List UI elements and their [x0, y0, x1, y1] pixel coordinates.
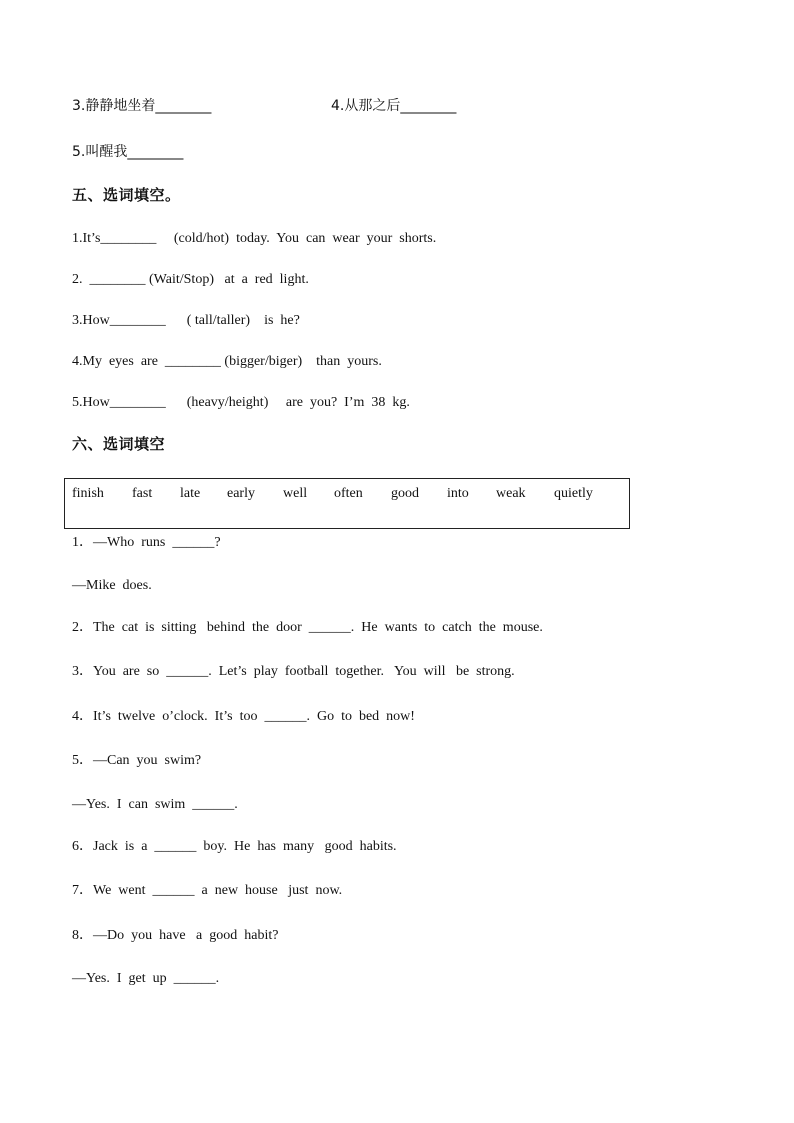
section6-question-2: 2．The cat is sitting behind the door ______. He wants to catch the mouse.: [72, 620, 543, 635]
section6-heading: 六、选词填空: [72, 435, 166, 453]
section5-heading: 五、选词填空。: [72, 186, 181, 204]
word-bank-word: well: [283, 486, 308, 501]
word-bank-word: good: [391, 486, 419, 501]
word-bank-word: into: [447, 486, 469, 501]
section6-question-5: 5．—Can you swim?: [72, 753, 202, 768]
section6-question-7: 7．We went ______ a new house just now.: [72, 883, 343, 898]
section6-question-4: 4．It’s twelve o’clock. It’s too ______. Go to bed now!: [72, 709, 415, 724]
section5-question-4: 4.My eyes are ________ (bigger/biger) than yours.: [72, 354, 382, 369]
phrase-item-4: 4.从那之后________: [331, 98, 457, 114]
word-bank-word: early: [227, 486, 255, 501]
section6-question-6: 6．Jack is a ______ boy. He has many good habits.: [72, 839, 397, 854]
section6-question-1: 1．—Who runs ______?: [72, 535, 221, 550]
section5-question-2: 2. ________ (Wait/Stop) at a red light.: [72, 272, 309, 287]
word-bank-word: quietly: [554, 486, 593, 501]
phrase-item-3: 3.静静地坐着________: [72, 98, 212, 114]
word-bank-word: finish: [72, 486, 104, 501]
word-bank-word: weak: [496, 486, 526, 501]
section6-question-8: 8．—Do you have a good habit?: [72, 928, 279, 943]
phrase-item-5: 5.叫醒我________: [72, 144, 184, 160]
section6-answer-5: —Yes. I can swim ______.: [72, 797, 238, 812]
word-bank-box: [64, 478, 630, 529]
section6-question-3: 3．You are so ______. Let’s play football together. You will be strong.: [72, 664, 515, 679]
word-bank-word: fast: [132, 486, 153, 501]
section5-question-3: 3.How________ ( tall/taller) is he?: [72, 313, 300, 328]
section5-question-5: 5.How________ (heavy/height) are you? I’m 38 kg.: [72, 395, 410, 410]
word-bank-word: late: [180, 486, 201, 501]
section5-question-1: 1.It’s________ (cold/hot) today. You can wear your shorts.: [72, 231, 437, 246]
word-bank-word: often: [334, 486, 363, 501]
section6-answer-1: —Mike does.: [72, 578, 152, 593]
section6-answer-8: —Yes. I get up ______.: [72, 971, 220, 986]
